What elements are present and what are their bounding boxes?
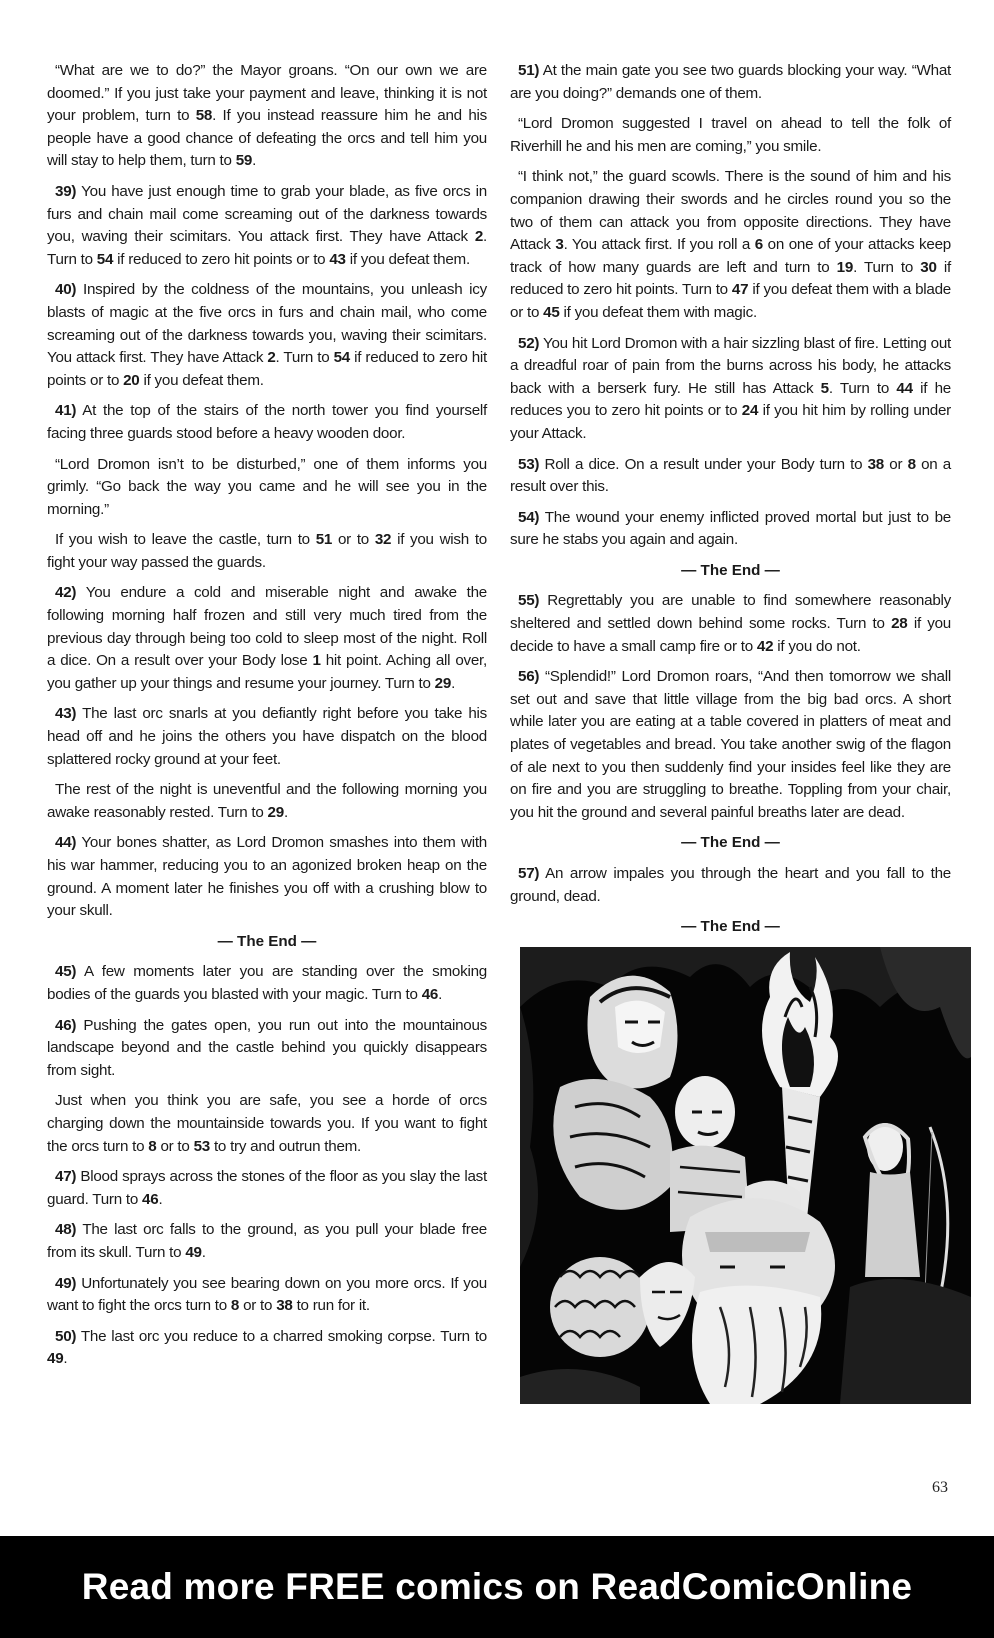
section-text: The last orc falls to the ground, as you pull your blade free from its skull. Turn to 49. bbox=[47, 1221, 487, 1261]
section-text: Inspired by the coldness of the mountains, you unleash icy blasts of magic at the five orcs in furs and chain mail, who come screaming out of the darkness towards you, waving their scimitars. You attack first. They have Attack 2. Turn to 54 if reduced to zero hit points or to 20 if you defeat them. bbox=[47, 281, 488, 389]
section-number: 41) bbox=[55, 402, 77, 420]
section-text: A few moments later you are standing over the smoking bodies of the guards you blasted with your magic. Turn to 46. bbox=[47, 963, 487, 1003]
section-text: At the top of the stairs of the north tower you find yourself facing three guards stood before a heavy wooden door. bbox=[47, 402, 487, 442]
section-56 bbox=[510, 666, 951, 824]
paragraph bbox=[510, 113, 951, 158]
section-52 bbox=[510, 333, 951, 446]
paragraph bbox=[47, 60, 487, 173]
section-number: 52) bbox=[518, 334, 540, 352]
paragraph bbox=[47, 454, 487, 522]
the-end-marker: — The End — bbox=[681, 918, 780, 936]
section-text: Blood sprays across the stones of the floor as you slay the last guard. Turn to 46. bbox=[47, 1168, 487, 1208]
section-42 bbox=[47, 582, 487, 695]
section-number: 51) bbox=[518, 62, 540, 79]
section-47 bbox=[47, 1166, 487, 1211]
section-text: “What are we to do?” the Mayor groans. “On our own we are doomed.” If you just take your payment and leave, thinking it is not your problem, turn to 58. If you instead reassure him he and his people have a good chance of defeating the orcs and tell him you will stay to help them, turn to 59. bbox=[47, 62, 487, 170]
section-text: Just when you think you are safe, you see a horde of orcs charging down the mountainside towards you. If you want to fight the orcs turn to 8 or to 53 to try and outrun them. bbox=[47, 1092, 487, 1155]
section-number: 39) bbox=[55, 182, 77, 200]
right-column bbox=[510, 60, 951, 1404]
the-end-marker: — The End — bbox=[217, 932, 317, 950]
section-number: 48) bbox=[55, 1221, 77, 1239]
section-57 bbox=[510, 863, 951, 908]
section-number: 44) bbox=[55, 834, 77, 852]
section-text: Regrettably you are unable to find somewhere reasonably sheltered and settled down behind some rocks. Turn to 28 if you decide to have a small camp fire or to 42 if you do not. bbox=[510, 592, 951, 655]
section-number: 55) bbox=[518, 592, 540, 610]
section-43 bbox=[47, 703, 487, 771]
section-40 bbox=[47, 279, 487, 392]
paragraph bbox=[47, 529, 487, 574]
section-text: The last orc you reduce to a charred smoking corpse. Turn to 49. bbox=[47, 1327, 487, 1368]
section-text: If you wish to leave the castle, turn to 51 or to 32 if you wish to fight your way passed the guards. bbox=[47, 531, 487, 571]
section-text: At the main gate you see two guards blocking your way. “What are you doing?” demands one of them. bbox=[510, 62, 951, 102]
section-text: The wound your enemy inflicted proved mortal but just to be sure he stabs you again and again. bbox=[510, 508, 951, 549]
section-number: 49) bbox=[55, 1274, 77, 1292]
section-number: 47) bbox=[55, 1168, 77, 1186]
section-55 bbox=[510, 590, 951, 658]
section-text: “Splendid!” Lord Dromon roars, “And then tomorrow we shall set out and save that little village from the big bad orcs. A short while later you are eating at a table covered in platters of meat and plates of vegetables and bread. You take another swig of the flagon of ale next to you then suddenly find your insides feel like they are on fire and you are struggling to breathe. Toppling from your chair, you hit the ground and several painful breaths later are dead. bbox=[510, 668, 951, 821]
section-41 bbox=[47, 400, 487, 445]
section-text: The last orc snarls at you defiantly right before you take his head off and he joins the others you have dispatch on the blood splattered rocky ground at your feet. bbox=[47, 705, 487, 768]
section-text: An arrow impales you through the heart and you fall to the ground, dead. bbox=[510, 865, 951, 905]
section-number: 53) bbox=[518, 455, 540, 473]
left-column bbox=[47, 60, 487, 1379]
section-number: 46) bbox=[55, 1016, 77, 1034]
section-text: Your bones shatter, as Lord Dromon smashes into them with his war hammer, reducing you to an agonized broken heap on the ground. A moment later he finishes you off with a crushing blow to your skull. bbox=[47, 834, 487, 920]
section-text: Pushing the gates open, you run out into the mountainous landscape beyond and the castle behind you quickly disappears from sight. bbox=[47, 1016, 487, 1079]
section-50 bbox=[47, 1326, 487, 1371]
adventurers-illustration bbox=[520, 947, 971, 1404]
section-48 bbox=[47, 1219, 487, 1264]
section-number: 43) bbox=[55, 705, 77, 723]
section-text: Unfortunately you see bearing down on you more orcs. If you want to fight the orcs turn to 8 or to 38 to run for it. bbox=[47, 1274, 487, 1315]
section-text: Roll a dice. On a result under your Body turn to 38 or 8 on a result over this. bbox=[510, 455, 951, 496]
right-column-text bbox=[510, 60, 951, 939]
section-53 bbox=[510, 454, 951, 499]
paragraph bbox=[47, 779, 487, 824]
section-39 bbox=[47, 181, 487, 271]
section-text: The rest of the night is uneventful and the following morning you awake reasonably rested. Turn to 29. bbox=[47, 781, 487, 821]
section-number: 42) bbox=[55, 584, 77, 602]
section-text: “Lord Dromon suggested I travel on ahead to tell the folk of Riverhill he and his men are coming,” you smile. bbox=[510, 115, 951, 155]
section-text: You hit Lord Dromon with a hair sizzling blast of fire. Letting out a dreadful roar of pain from the burns across his body, he attacks back with a berserk fury. He still has Attack 5. Turn to 44 if he reduces you to zero hit points or to 24 if you hit him by rolling under your Attack. bbox=[510, 334, 951, 442]
promo-banner-text[interactable]: Read more FREE comics on ReadComicOnline bbox=[81, 1566, 913, 1607]
promo-banner[interactable] bbox=[0, 1536, 994, 1638]
page-number: 63 bbox=[932, 1479, 948, 1496]
section-number: 50) bbox=[55, 1327, 77, 1345]
section-45 bbox=[47, 961, 487, 1006]
section-text: You have just enough time to grab your blade, as five orcs in furs and chain mail come screaming out of the darkness towards you, waving their scimitars. You attack first. They have Attack 2. Turn to 54 if reduced to zero hit points or to 43 if you defeat them. bbox=[47, 182, 487, 268]
section-51 bbox=[510, 60, 951, 105]
section-number: 57) bbox=[518, 865, 540, 882]
section-text: You endure a cold and miserable night and awake the following morning half frozen and still very much tired from the previous day through being too cold to sleep most of the night. Roll a dice. On a result over your Body lose 1 hit point. Aching all over, you gather up your things and resume your journey. Turn to 29. bbox=[47, 584, 487, 692]
section-text: “I think not,” the guard scowls. There is the sound of him and his companion drawing their swords and he circles round you so the two of them can attack you from opposite directions. They have Attack 3. You attack first. If you roll a 6 on one of your attacks keep track of how many guards are left and turn to 19. Turn to 30 if reduced to zero hit points. Turn to 47 if you defeat them with a blade or to 45 if you defeat them with magic. bbox=[510, 168, 951, 321]
section-number: 54) bbox=[518, 508, 540, 526]
section-text: “Lord Dromon isn’t to be disturbed,” one of them informs you grimly. “Go back the way you came and he will see you in the morning.” bbox=[47, 455, 487, 518]
section-number: 56) bbox=[518, 668, 540, 686]
the-end-marker: — The End — bbox=[681, 561, 780, 579]
paragraph bbox=[47, 1090, 487, 1158]
section-49 bbox=[47, 1273, 487, 1318]
paragraph bbox=[510, 166, 951, 324]
the-end-marker: — The End — bbox=[681, 834, 780, 852]
section-number: 40) bbox=[55, 281, 77, 299]
section-44 bbox=[47, 832, 487, 922]
section-54 bbox=[510, 507, 951, 552]
section-46 bbox=[47, 1015, 487, 1083]
section-number: 45) bbox=[55, 963, 77, 981]
